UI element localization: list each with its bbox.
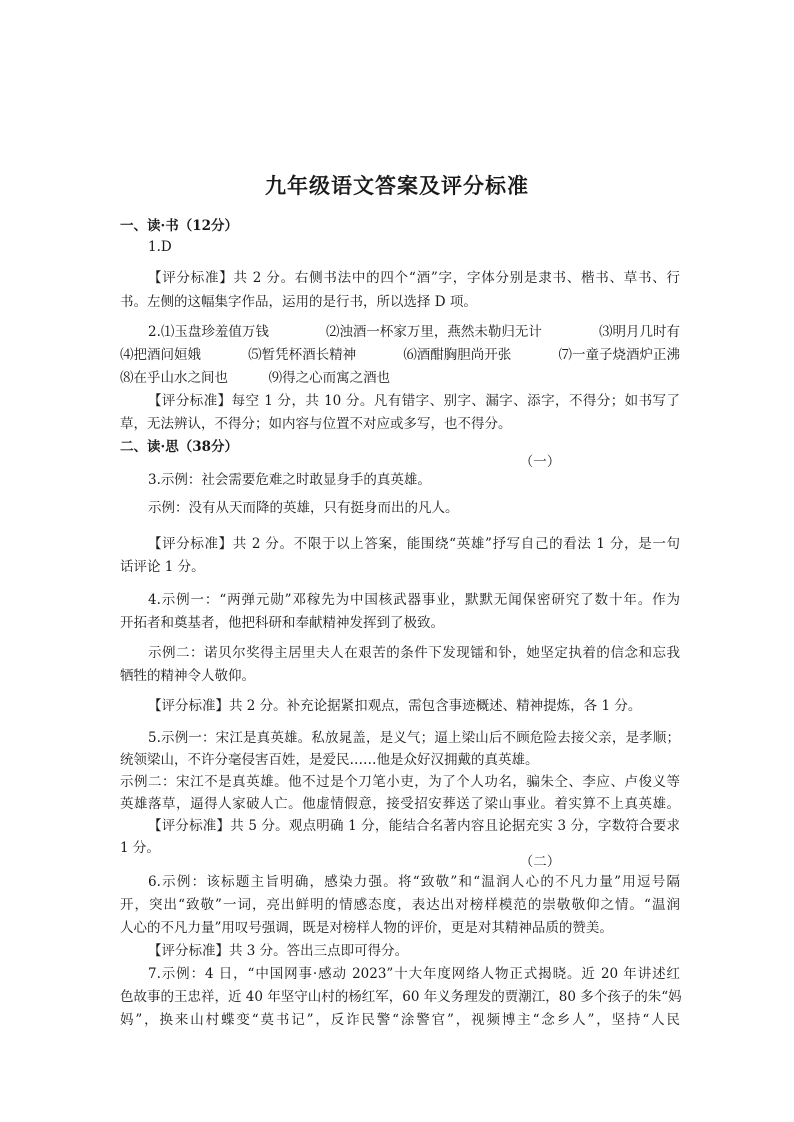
q5-scoring-line-2: 1 分。 bbox=[120, 840, 160, 856]
answer-q4-example-b-line-1: 示例二：诺贝尔奖得主居里夫人在艰苦的条件下发现镭和钋，她坚定执着的信念和忘我 bbox=[148, 645, 680, 661]
answer-q5-example-b-line-2: 英雄落草，逼得人家破人亡。他虚情假意，接受招安葬送了梁山事业。着实算不上真英雄。 bbox=[120, 796, 680, 812]
section-heading-reading-books: 一、读·书（12分） bbox=[120, 218, 238, 234]
q2-answer-1: 2.⑴玉盘珍羞值万钱 bbox=[148, 324, 269, 340]
answer-q6-line-2: 开，突出“致敬”一词，亮出鲜明的情感态度，表达出对榜样模范的崇敬敬仰之情。“温润 bbox=[120, 897, 680, 913]
answer-q4-example-b-line-2: 牺牲的精神令人敬仰。 bbox=[120, 668, 255, 684]
q4-scoring: 【评分标准】共 2 分。补充论据紧扣观点，需包含事迹概述、精神提炼，各 1 分。 bbox=[148, 698, 642, 714]
q2-answers-row-3 bbox=[120, 368, 680, 388]
answer-q7-line-3: 妈”，换来山村蝶变“莫书记”，反诈民警“涂警官”，视频博主“念乡人”，坚持“人民 bbox=[120, 1012, 680, 1028]
q2-answer-5: ⑸暂凭杯酒长精神 bbox=[248, 347, 357, 363]
answer-q3-example-b: 示例：没有从天而降的英雄，只有挺身而出的凡人。 bbox=[148, 500, 459, 516]
answer-q6-line-1: 6.示例：该标题主旨明确，感染力强。将“致敬”和“温润人心的不凡力量”用逗号隔 bbox=[148, 874, 680, 890]
q2-answer-8: ⑻在乎山水之间也 bbox=[120, 370, 228, 386]
answer-q5-example-b-line-1: 示例二：宋江不是真英雄。他不过是个刀笔小吏，为了个人功名，骗朱仝、李应、卢俊义等 bbox=[120, 774, 680, 790]
q2-answer-3: ⑶明月几时有 bbox=[598, 324, 680, 340]
answer-q3-example-a: 3.示例：社会需要危难之时敢显身手的真英雄。 bbox=[148, 472, 431, 488]
q2-answer-9: ⑼得之心而寓之酒也 bbox=[268, 370, 391, 386]
q2-scoring-line-1: 【评分标准】每空 1 分，共 10 分。凡有错字、别字、漏字、添字，不得分；如书写了 bbox=[148, 393, 680, 409]
answer-q6-line-3: 人心的不凡力量”用叹号强调，既是对榜样人物的评价，更是对其精神品质的赞美。 bbox=[120, 920, 613, 936]
q2-answer-4: ⑷把酒问姮娥 bbox=[120, 347, 201, 363]
answer-q4-example-a-line-1: 4.示例一：“两弹元勋”邓稼先为中国核武器事业，默默无闻保密研究了数十年。作为 bbox=[148, 592, 680, 608]
answer-q4-example-a-line-2: 开拓者和奠基者，他把科研和奉献精神发挥到了极致。 bbox=[120, 615, 444, 631]
document-title: 九年级语文答案及评分标准 bbox=[265, 173, 529, 198]
q6-scoring: 【评分标准】共 3 分。答出三点即可得分。 bbox=[148, 943, 409, 959]
q2-answer-7: ⑺一童子烧酒炉正沸 bbox=[558, 347, 680, 363]
q3-scoring-line-1: 【评分标准】共 2 分。不限于以上答案，能围绕“英雄”抒写自己的看法 1 分，是一句 bbox=[148, 536, 680, 552]
q1-scoring-line-2: 书。左侧的这幅集字作品，运用的是行书，所以选择 D 项。 bbox=[120, 294, 477, 310]
section-heading-reading-thinking: 二、读·思（38分） bbox=[120, 439, 238, 455]
answer-q7-line-1: 7.示例：4 日，“中国网事·感动 2023”十大年度网络人物正式揭晓。近 20 年讲述红 bbox=[148, 966, 680, 982]
q2-scoring-line-2: 草，无法辨认，不得分；如内容与位置不对应或多写，也不得分。 bbox=[120, 416, 512, 432]
q2-answer-2: ⑵浊酒一杯家万里，燕然未勒归无计 bbox=[325, 324, 542, 340]
answer-q5-example-a-line-2: 统领梁山，不许分毫侵害百姓，是爱民……他是众好汉拥戴的真英雄。 bbox=[120, 752, 539, 768]
q5-scoring-line-1: 【评分标准】共 5 分。观点明确 1 分，能结合名著内容且论据充实 3 分，字数符合要求 bbox=[148, 818, 680, 834]
q2-answers-row-2 bbox=[120, 345, 680, 365]
q3-scoring-line-2: 话评论 1 分。 bbox=[120, 559, 205, 575]
answer-q5-example-a-line-1: 5.示例一：宋江是真英雄。私放晁盖，是义气；逼上梁山后不顾危险去接父亲，是孝顺； bbox=[148, 730, 680, 746]
part-marker-one: （一） bbox=[519, 454, 561, 470]
answer-q7-line-2: 色故事的王忠祥，近 40 年坚守山村的杨红军，60 年义务理发的贾潮江，80 多个孩子的朱“妈 bbox=[120, 989, 682, 1005]
q2-answer-6: ⑹酒酣胸胆尚开张 bbox=[403, 347, 512, 363]
part-marker-two: （二） bbox=[519, 854, 561, 870]
q2-answers-row-1 bbox=[148, 322, 680, 342]
q1-scoring-line-1: 【评分标准】共 2 分。右侧书法中的四个“酒”字，字体分别是隶书、楷书、草书、行 bbox=[148, 270, 680, 286]
answer-q1: 1.D bbox=[148, 239, 172, 255]
